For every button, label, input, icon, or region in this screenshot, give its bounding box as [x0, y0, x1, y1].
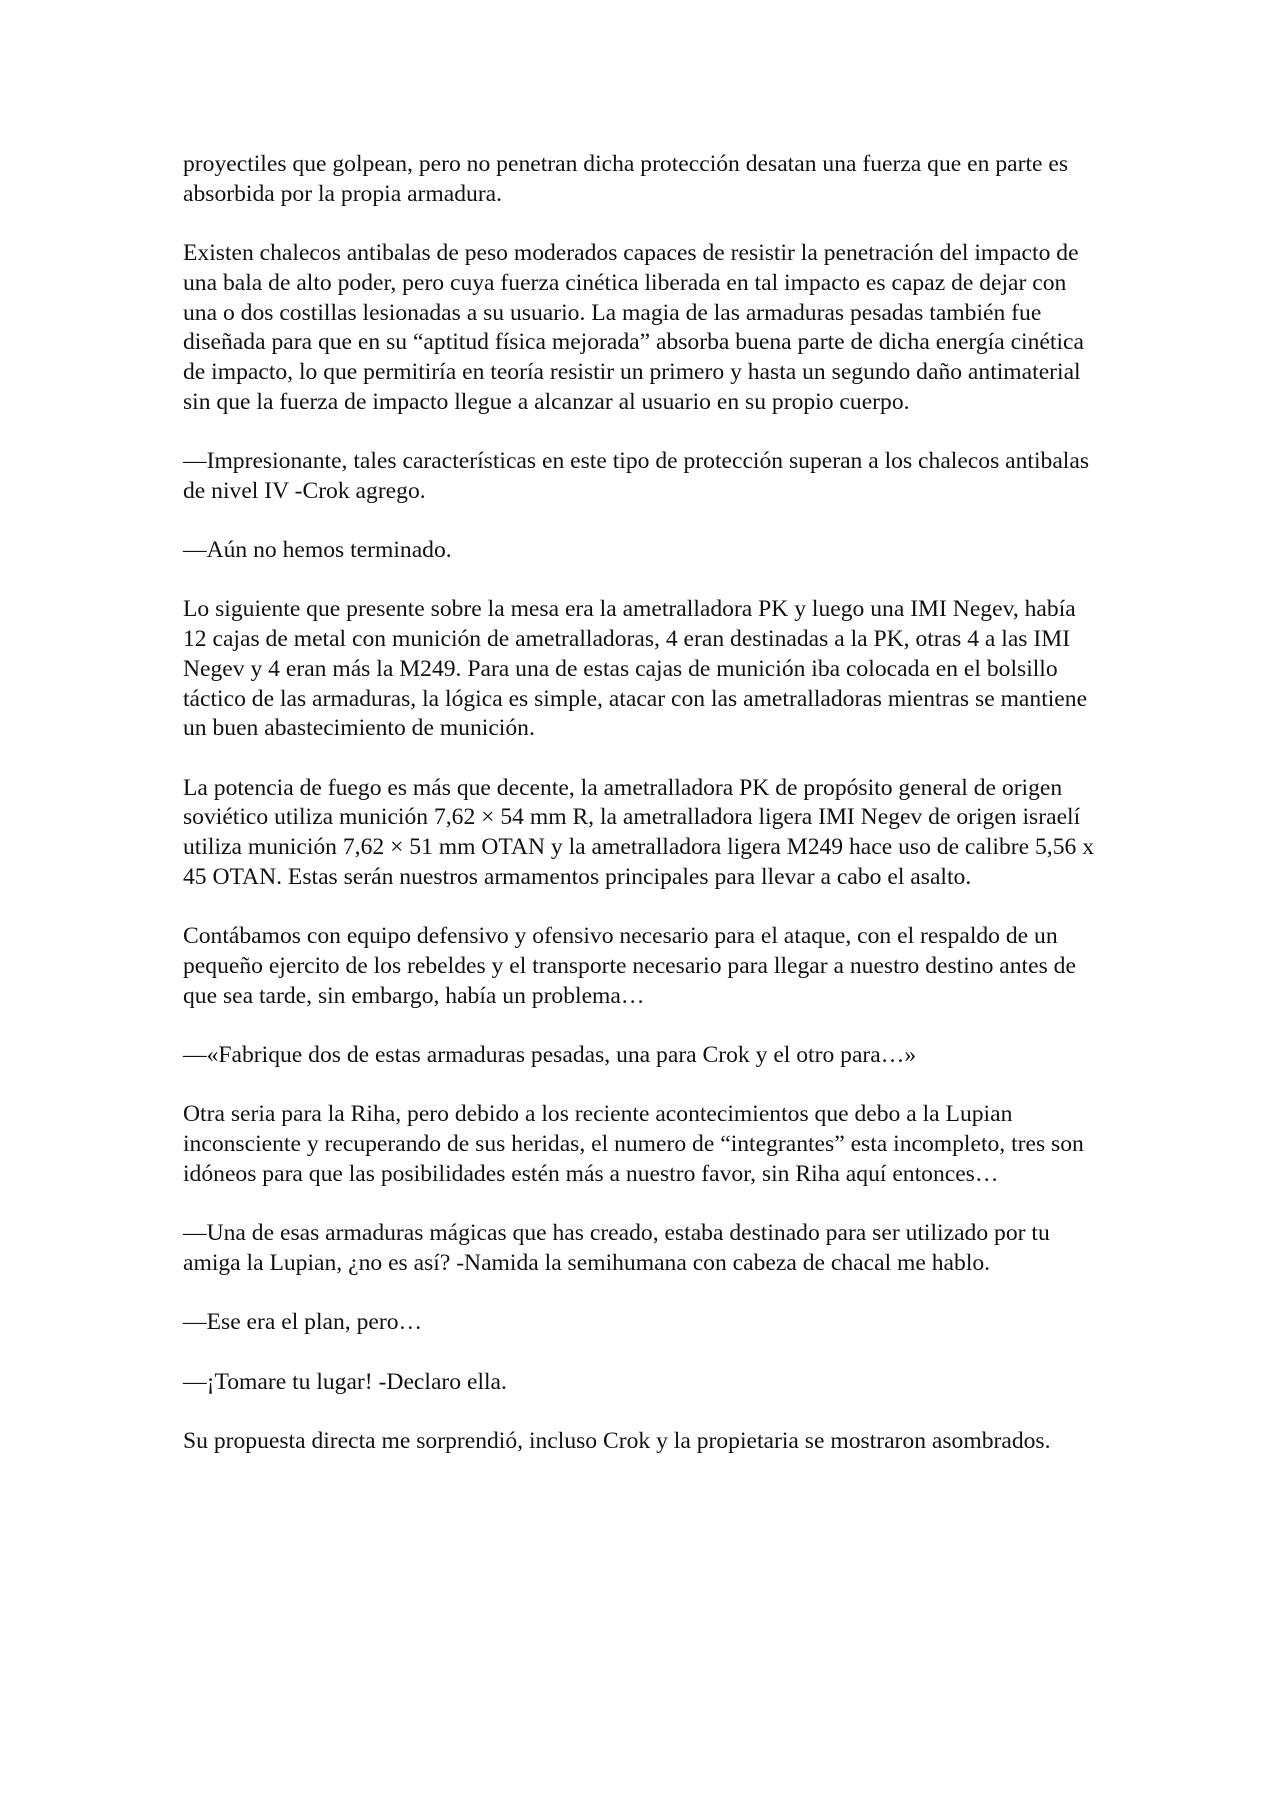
paragraph-10: —Una de esas armaduras mágicas que has creado, estaba destinado para ser utilizado por tu amiga la Lupian, ¿no es así? -Namida la semihumana con cabeza de chacal me hablo. [183, 1220, 1050, 1276]
paragraph-3: —Impresionante, tales características en este tipo de protección superan a los chalecos antibalas de nivel IV -Crok agrego. [183, 448, 1090, 504]
paragraph-8: —«Fabrique dos de estas armaduras pesadas, una para Crok y el otro para…» [183, 1041, 917, 1068]
paragraph-11: —Ese era el plan, pero… [183, 1309, 423, 1336]
paragraph-13: Su propuesta directa me sorprendió, incluso Crok y la propietaria se mostraron asombrados. [183, 1428, 1051, 1455]
paragraph-9: Otra seria para la Riha, pero debido a los reciente acontecimientos que debo a la Lupian inconsciente y recuperando de sus heridas, el numero de “integrantes” esta incompleto, tres son idóneos para que las posibilidades estén más a nuestro favor, sin Riha aquí entonces… [183, 1101, 1084, 1187]
paragraph-1: proyectiles que golpean, pero no penetran dicha protección desatan una fuerza que en parte es absorbida por la propia armadura. [183, 151, 1069, 207]
document-page [183, 150, 1103, 1457]
paragraph-2: Existen chalecos antibalas de peso moderados capaces de resistir la penetración del impacto de una bala de alto poder, pero cuya fuerza cinética liberada en tal impacto es capaz de dejar con una o dos costillas lesionadas a su usuario. La magia de las armaduras pesadas también fue diseñada para que en su “aptitud física mejorada” absorba buena parte de dicha energía cinética de impacto, lo que permitiría en teoría resistir un primero y hasta un segundo daño antimaterial sin que la fuerza de impacto llegue a alcanzar al usuario en su propio cuerpo. [183, 240, 1084, 415]
paragraph-4: —Aún no hemos terminado. [183, 537, 452, 564]
paragraph-12: —¡Tomare tu lugar! -Declaro ella. [183, 1368, 507, 1395]
paragraph-6: La potencia de fuego es más que decente, la ametralladora PK de propósito general de origen soviético utiliza munición 7,62 × 54 mm R, la ametralladora ligera IMI Negev de origen israelí utiliza munición 7,62 × 51 mm OTAN y la ametralladora ligera M249 hace uso de calibre 5,56 x 45 OTAN. Estas serán nuestros armamentos principales para llevar a cabo el asalto. [183, 774, 1094, 890]
paragraph-5: Lo siguiente que presente sobre la mesa era la ametralladora PK y luego una IMI Negev, había 12 cajas de metal con munición de ametralladoras, 4 eran destinadas a la PK, otras 4 a las IMI Negev y 4 eran más la M249. Para una de estas cajas de munición iba colocada en el bolsillo táctico de las armaduras, la lógica es simple, atacar con las ametralladoras mientras se mantiene un buen abastecimiento de munición. [183, 596, 1088, 742]
paragraph-7: Contábamos con equipo defensivo y ofensivo necesario para el ataque, con el respaldo de un pequeño ejercito de los rebeldes y el transporte necesario para llegar a nuestro destino antes de que sea tarde, sin embargo, había un problema… [183, 923, 1076, 1009]
